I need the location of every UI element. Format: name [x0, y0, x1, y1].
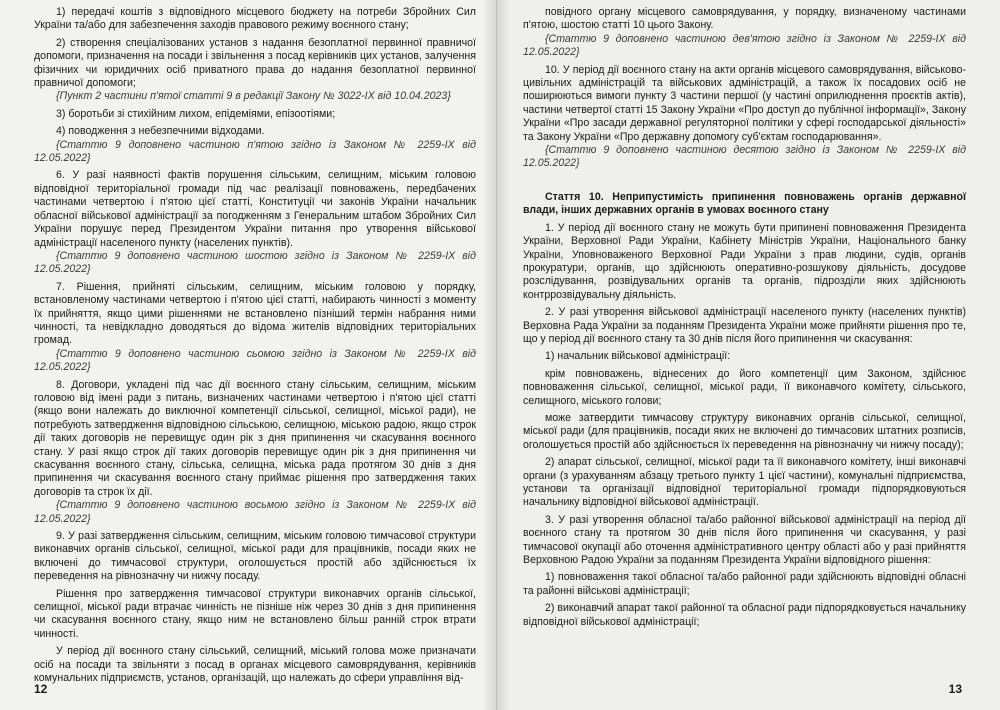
paragraph: 4) поводження з небезпечними відходами. [56, 125, 265, 138]
left-page [0, 0, 497, 710]
amendment-note: {Статтю 9 доповнено частиною десятою згідно із Законом № 2259-IX від 12.05.2022} [523, 144, 966, 170]
paragraph: 2) створення спеціалізованих установ з надання безоплатної первинної правничої допомоги, призначення на посади і звільнення з посад керівників цих установ, залучення фізичних чи юридичних осіб приватного права до надання безоплатної первинної правничої допомоги; [34, 36, 476, 90]
left-page-body [34, 6, 476, 686]
paragraph: 1. У період дії воєнного стану не можуть бути припинені повноваження Президента України, Верховної Ради України, Кабінету Міністрів України, Національного банку України, Уповноваженого Верховної Ради України з прав людини, судів, органів прокуратури, органів, що здійснюють оперативно-розшукову діяльність, досудове розслідування, розвідувальних органів та органів, підрозділи яких здійснюють контррозвідувальну діяльність. [523, 221, 966, 301]
paragraph: 8. Договори, укладені під час дії воєнного стану сільським, селищним, міським головою від імені ради з питань, визначених частинами четвертою і п'ятою цієї статті (якщо вони належать до виключної компетенції сільської, селищної, міської ради), не потребують затвердження відповідною сільською, селищною, міською радою, якщо строк дії таких договорів не перевищує один рік з дня припинення чи скасування воєнного стану. У разі якщо строк дії таких договорів перевищує один рік з дня припинення чи скасування воєнного стану, сільська, селищна, міська рада протягом 30 днів з дня припинення чи скасування воєнного стану приймає рішення про затвердження таких договорів та строк їх дії. [34, 378, 476, 498]
paragraph: 2) апарат сільської, селищної, міської ради та її виконавчого комітету, інші виконавчі органи (з урахуванням абзацу третього пункту 1 цієї частини), комунальні підприємства, установи та організації відповідної територіальної громади підпорядковуються начальнику відповідної військової адміністрації. [523, 456, 966, 509]
paragraph: повідного органу місцевого самоврядування, у порядку, визначеному частинами п'ятою, шостою статті 10 цього Закону. [523, 6, 966, 32]
paragraph: 3. У разі утворення обласної та/або районної військової адміністрації на період дії воєнного стану та протягом 30 днів після його припинення чи скасування, у разі тимчасової окупації або оточення адміністративного центру області або у разі прийняття Верховною Радою України за поданням Президента України відповідного рішення: [523, 513, 966, 567]
gutter-shadow-right [497, 0, 511, 710]
page-number-left: 12 [34, 682, 48, 696]
paragraph: 3) боротьби зі стихійним лихом, епідеміями, епізоотіями; [56, 107, 336, 120]
paragraph: 1) повноваження такої обласної та/або районної ради здійснюють відповідні обласні та районні військові адміністрації; [523, 571, 966, 597]
paragraph: крім повноважень, віднесених до його компетенції цим Законом, здійснює повноваження сільської, селищної, міської ради, її виконавчого комітету, сільського, селищного, міського голови; [523, 367, 966, 407]
amendment-note: {Статтю 9 доповнено частиною дев'ятою згідно із Законом № 2259-IX від 12.05.2022} [523, 32, 966, 59]
paragraph: 7. Рішення, прийняті сільським, селищним, міським головою у порядку, встановленому частинами четвертою і п'ятою цієї статті, набирають чинності з моменту їх прийняття, якщо цими рішеннями не встановлено пізніший термін набрання ними чинності, та невідкладно доводяться до відома жителів відповідних територіальних громад. [34, 280, 476, 347]
amendment-note: {Статтю 9 доповнено частиною восьмою згідно із Законом № 2259-IX від 12.05.2022} [34, 499, 476, 525]
right-page [497, 0, 1000, 710]
amendment-note: {Пункт 2 частини п'ятої статті 9 в редакції Закону № 3022-IX від 10.04.2023} [56, 90, 451, 103]
paragraph: 1) начальник військової адміністрації: [545, 350, 731, 363]
paragraph: 1) передачі коштів з відповідного місцевого бюджету на потреби Збройних Сил України та/або для забезпечення заходів правового режиму воєнного стану; [34, 6, 476, 32]
paragraph: Рішення про затвердження тимчасової структури виконавчих органів сільської, селищної, міської ради втрачає чинність не пізніше ніж через 30 днів з дня припинення чи скасування воєнного стану, якщо ним не встановлено більш ранній строк втрати чинності. [34, 587, 476, 640]
paragraph: 2. У разі утворення військової адміністрації населеного пункту (населених пунктів) Верховна Рада України за поданням Президента України може прийняти рішення про те, що у період дії воєнного стану та 30 днів після його припинення чи скасування: [523, 306, 966, 345]
amendment-note: {Статтю 9 доповнено частиною сьомою згідно із Законом № 2259-IX від 12.05.2022} [34, 347, 476, 374]
article-heading: Стаття 10. Неприпустимість припинення повноважень органів державної влади, інших державних органів в умовах воєнного стану [523, 190, 966, 217]
amendment-note: {Статтю 9 доповнено частиною шостою згідно із Законом № 2259-IX від 12.05.2022} [34, 249, 476, 276]
paragraph: може затвердити тимчасову структуру виконавчих органів сільської, селищної, міської ради (для працівників, посади яких не включені до тимчасових штатних розписів, оголошується простій або здійснюється їх переведення на рівнозначну чи нижчу посаду); [523, 411, 966, 451]
gutter-shadow-left [482, 0, 496, 710]
paragraph: У період дії воєнного стану сільський, селищний, міський голова може призначати осіб на посади та звільняти з посад в органах місцевого самоврядування, керівників комунальних підприємств, установ, організацій, що належать до сфери управління від- [34, 645, 476, 685]
paragraph: 2) виконавчий апарат такої районної та обласної ради підпорядковується начальнику відповідної військової адміністрації; [523, 602, 966, 628]
amendment-note: {Статтю 9 доповнено частиною п'ятою згідно із Законом № 2259-IX від 12.05.2022} [34, 138, 476, 165]
paragraph: 9. У разі затвердження сільським, селищним, міським головою тимчасової структури виконавчих органів сільської, селищної, міської ради для працівників, посади яких не включені до тимчасової структури, оголошується простій або здійснюється їх переведення на рівнозначну чи нижчу посаду. [34, 530, 476, 583]
paragraph: 10. У період дії воєнного стану на акти органів місцевого самоврядування, військово-цивільних адміністрацій та військових адміністрацій, а також їх посадових осіб не поширюються вимоги пункту 3 частини першої (у частині оприлюднення проєктів актів), частини четвертої статті 15 Закону України «Про доступ до публічної інформації», Закону України «Про засади державної регуляторної політики у сфері господарської діяльності» та Закону України «Про державну допомогу суб'єктам господарювання». [523, 63, 966, 143]
paragraph: 6. У разі наявності фактів порушення сільським, селищним, міським головою відповідної територіальної громади під час реалізації повноважень, передбачених частинами четвертою і п'ятою цієї статті, Конституції чи законів України начальник обласної військової адміністрації за погодженням з Генеральним штабом Збройних Сил України порушує перед Президентом України питання про утворення військової адміністрації населеного пункту (населених пунктів). [34, 169, 476, 249]
right-page-body [523, 6, 966, 629]
page-number-right: 13 [948, 682, 962, 696]
